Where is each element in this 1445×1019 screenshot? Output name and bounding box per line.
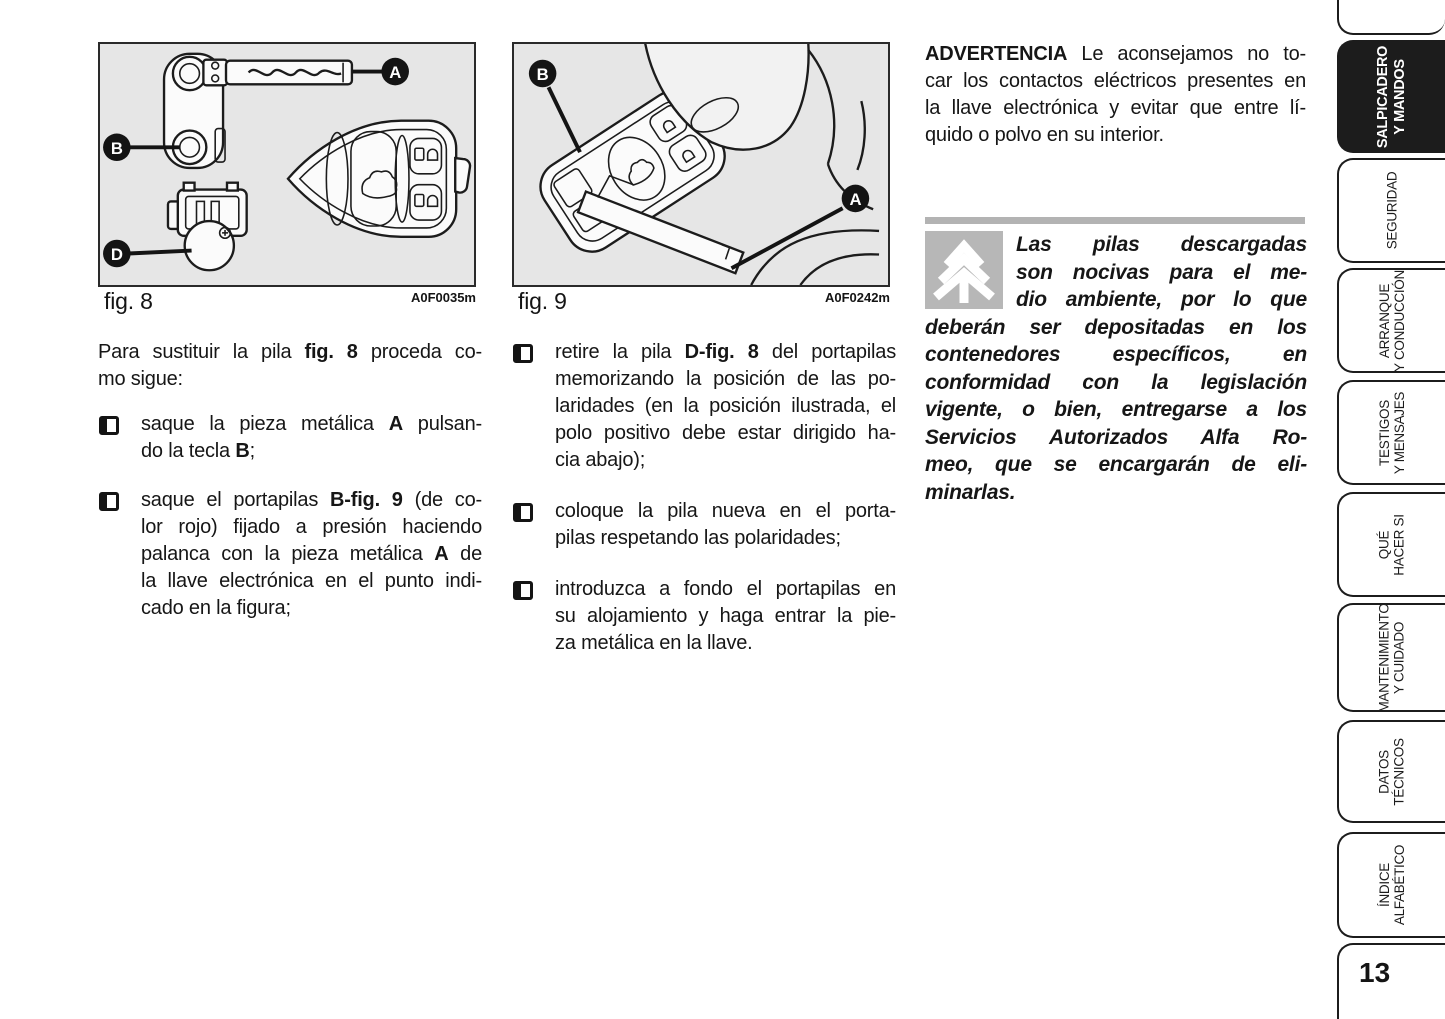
intro-paragraph: Para sustituir la pila fig. 8 proceda co- mo sigue:: [98, 341, 482, 390]
figure-9: [512, 42, 890, 287]
figure-8-code: A0F0035m: [410, 290, 476, 305]
figure-8-caption: fig. 8: [104, 288, 153, 314]
sidebar-tab-indice-alfabetico: ÍNDICE ALFABÉTICO: [1337, 832, 1445, 938]
environment-warning-text: Las pilas descargadas son nocivas para el me- dio ambiente, por lo que deberán ser depositadas en los contenedores específicos, en conformidad con la legislación vigente, o bien, entregarse a los Servicios Autorizados Alfa Ro- meo, que se encargarán de eli- minarlas.: [925, 233, 1307, 504]
column-1: [98, 339, 482, 644]
svg-text:B: B: [536, 64, 549, 84]
bullet-icon: [513, 503, 533, 522]
list-item-text: saque el portapilas B-fig. 9 (de co- lor rojo) fijado a presión haciendo palanca con la pieza metálica A de la llave electrónica en el punto indi- cado en la figura;: [141, 489, 482, 619]
list-item-text: coloque la pila nueva en el porta- pilas respetando las polaridades;: [555, 500, 896, 549]
list-item-text: saque la pieza metálica A pulsan- do la tecla B;: [141, 413, 482, 462]
tree-icon: [925, 231, 1003, 309]
sidebar-tab-que-hacer-si: QUÉ HACER SI: [1337, 492, 1445, 597]
svg-text:D: D: [110, 245, 123, 265]
page-number: 13: [1359, 957, 1391, 988]
sidebar-tab-testigos-y-mensajes: TESTIGOS Y MENSAJES: [1337, 380, 1445, 485]
advertencia-paragraph: ADVERTENCIA Le aconsejamos no to- car los contactos eléctricos presentes en la llave electrónica y evitar que entre lí- quido o polvo en su interior.: [925, 43, 1306, 146]
environment-warning: [925, 231, 1307, 506]
figure-8: [98, 42, 476, 287]
sidebar-tab-datos-tecnicos: DATOS TÉCNICOS: [1337, 720, 1445, 823]
sidebar-tab-stub: [1337, 0, 1445, 35]
list-item: [512, 576, 896, 657]
svg-text:A: A: [849, 189, 862, 209]
bullet-icon: [513, 581, 533, 600]
list-item-text: retire la pila D-fig. 8 del portapilas memorizando la posición de las po- laridades (en la posición ilustrada, el polo positivo debe estar dirigido ha- cia abajo);: [555, 341, 896, 471]
column-2: [512, 339, 896, 681]
sidebar-tab-seguridad: SEGURIDAD: [1337, 158, 1445, 263]
figure-8-illustration: [100, 44, 474, 285]
section-divider: [925, 217, 1305, 224]
list-item: [512, 498, 896, 552]
list-item: [98, 411, 482, 465]
sidebar-tab-mantenimiento-y-cuidado: MANTENIMIENTO Y CUIDADO: [1337, 603, 1445, 712]
figure-9-caption: fig. 9: [518, 288, 567, 314]
sidebar-tab-arranque-y-conduccion: ARRANQUE Y CONDUCCIÓN: [1337, 268, 1445, 373]
list-item: [512, 339, 896, 474]
list-item-text: introduzca a fondo el portapilas en su alojamiento y haga entrar la pie- za metálica en la llave.: [555, 578, 896, 654]
bullet-icon: [513, 344, 533, 363]
svg-text:A: A: [389, 63, 402, 83]
figure-9-illustration: [514, 44, 888, 285]
bullet-icon: [99, 416, 119, 435]
list-item: [98, 487, 482, 622]
svg-text:B: B: [110, 138, 123, 158]
bullet-icon: [99, 492, 119, 511]
sidebar-tab-salpicadero-y-mandos: SALPICADERO Y MANDOS: [1337, 40, 1445, 153]
page-number-tab: [1337, 943, 1445, 1019]
figure-9-code: A0F0242m: [824, 290, 890, 305]
